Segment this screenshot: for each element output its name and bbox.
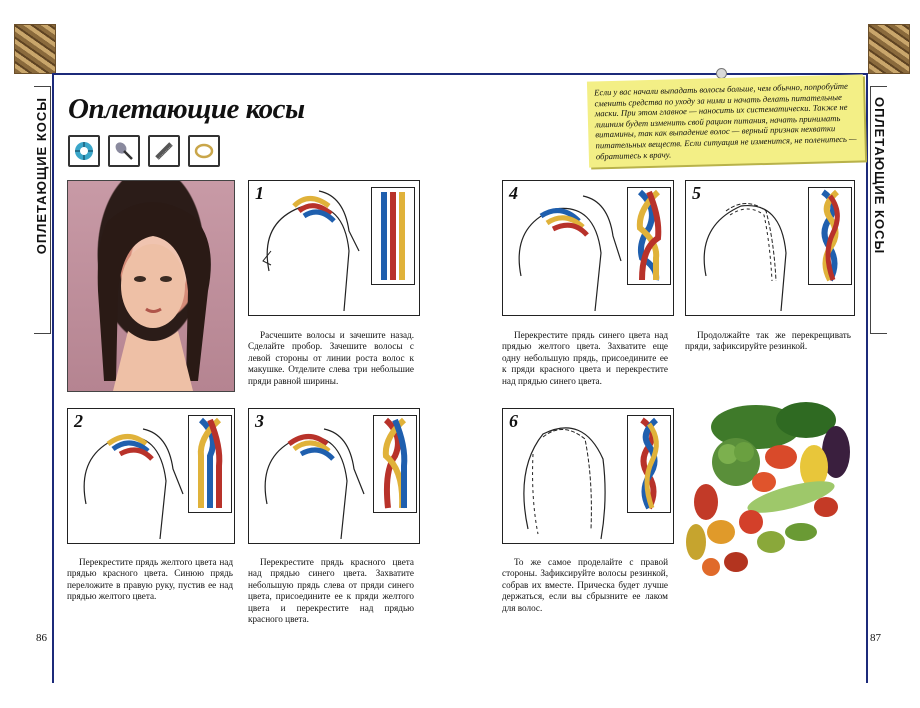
step-5-illustration	[685, 180, 855, 316]
right-running-title: ОПЛЕТАЮЩИЕ КОСЫ	[872, 97, 887, 255]
step-6-caption: То же самое проделайте с правой стороны. Зафиксируйте волосы резинкой, собрав их вместе. Прическа будет лучше держаться, если вы сбрызните ее лаком для волос.	[502, 557, 668, 613]
step-3-number: 3	[255, 411, 264, 431]
step-3-illustration	[248, 408, 420, 544]
top-rule	[52, 73, 868, 75]
step-2-number: 2	[74, 411, 83, 431]
brush-icon	[108, 135, 140, 167]
step-5-number: 5	[692, 183, 701, 203]
right-page-rule	[866, 73, 868, 683]
step-4-strand-diagram	[627, 187, 671, 285]
step-4-number: 4	[509, 183, 518, 203]
vegetables-image	[676, 392, 868, 582]
step-2-caption: Перекрестите прядь желтого цвета над прядью красного цвета. Синюю прядь переложите в правую руку, пустив ее над прядью желтого цвета.	[67, 557, 233, 602]
model-photo	[67, 180, 235, 392]
step-1-illustration	[248, 180, 420, 316]
step-3-strand-diagram	[373, 415, 417, 513]
right-page-number: 87	[870, 632, 881, 644]
hair-loss-note: Если у вас начали выпадать волосы больше, чем обычно, попробуйте сменить средства по уходу за ними и начать делать питательные маски. При этом главное — наносить их систематически. Также не лишним будет изменить свой рацион питания, начать принимать витамины, так как выпадение волос — верный признак нехватки питательных веществ. Если ситуация не изменится, не поленитесь — обратитесь к врачу.	[587, 74, 865, 167]
elastic-band-icon	[188, 135, 220, 167]
step-6-number: 6	[509, 411, 518, 431]
step-6-illustration	[502, 408, 674, 544]
step-4-illustration	[502, 180, 674, 316]
left-running-tab	[34, 86, 51, 334]
step-5-strand-diagram	[808, 187, 852, 285]
tool-icons	[68, 135, 220, 167]
step-2-strand-diagram	[188, 415, 232, 513]
step-4-caption: Перекрестите прядь синего цвета над прядью желтого цвета. Захватите еще одну небольшую прядь, присоедините ее к пряди красного цвета и перекрестите над прядью синего цвета.	[502, 330, 668, 386]
left-page-rule	[52, 73, 54, 683]
hairdryer-icon	[68, 135, 100, 167]
step-5-caption: Продолжайте так же перекрещивать пряди, зафиксируйте резинкой.	[685, 330, 851, 352]
corner-hair-image-left	[14, 24, 56, 74]
step-6-strand-diagram	[627, 415, 671, 513]
left-running-title: ОПЛЕТАЮЩИЕ КОСЫ	[34, 97, 49, 255]
comb-icon	[148, 135, 180, 167]
corner-hair-image-right	[868, 24, 910, 74]
step-2-illustration	[67, 408, 235, 544]
step-3-caption: Перекрестите прядь красного цвета над прядью синего цвета. Захватите небольшую прядь слева от пряди синего цвета, присоедините ее к пряди желтого цвета и перекрестите над прядью красного цвета.	[248, 557, 414, 625]
step-1-strand-diagram	[371, 187, 415, 285]
left-page-number: 86	[36, 632, 47, 644]
step-1-number: 1	[255, 183, 264, 203]
page-title: Оплетающие косы	[68, 93, 305, 125]
step-1-caption: Расчешите волосы и зачешите назад. Сделайте пробор. Зачешите волосы с левой стороны от линии роста волос к макушке. Отделите слева три небольшие пряди равной ширины.	[248, 330, 414, 386]
right-running-tab	[870, 86, 887, 334]
